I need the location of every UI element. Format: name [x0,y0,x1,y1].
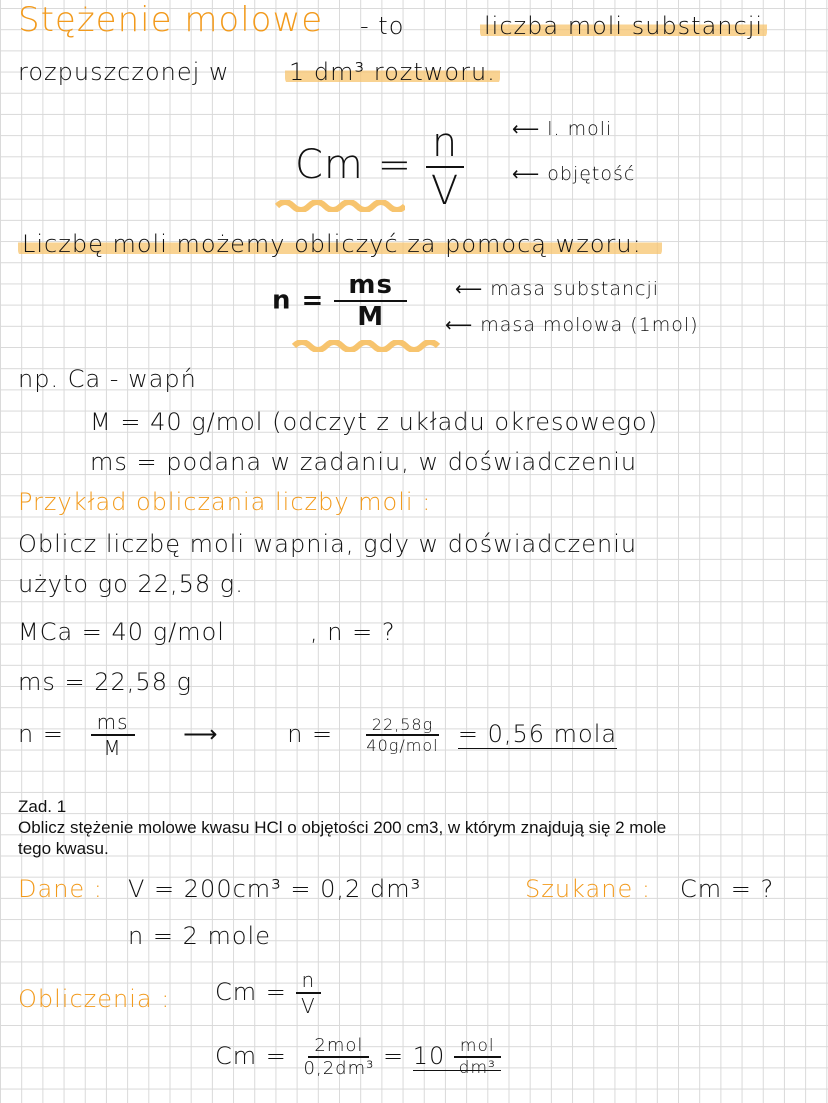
unit-denominator: dm³ [458,1058,496,1078]
formula-denominator: M [103,736,122,760]
result-value: 10 [412,1042,446,1070]
wavy-underline [292,340,442,352]
task-label: Zad. 1 [18,797,67,816]
example-line-3: ms = podana w zadaniu, w doświadczeniu [90,448,638,476]
definition-title: Stężenie molowe [18,0,324,40]
formula-lhs: n = [287,720,334,748]
calc-example-line-2: użyto go 22,58 g. [18,570,244,598]
example-line-1: np. Ca - wapń [18,365,197,393]
formula-numerator: n [426,120,464,168]
sought-label: Szukane : [525,875,651,903]
example-line-2: M = 40 g/mol (odczyt z układu okresowego) [90,408,659,436]
calc-example-result: = 0,56 mola [457,720,618,748]
annotation-moles: ⟵ l. moli [512,118,613,140]
calc-example-formula [18,710,617,760]
sought-value: Cm = ? [680,875,775,903]
formula-numerator: ms [334,270,407,302]
formula-moles [272,270,407,332]
formula-denominator: 0,2dm³ [303,1058,375,1079]
definition-highlight-2: 1 dm³ roztworu. [285,58,500,86]
calculations-result [215,1035,501,1079]
moles-intro: Liczbę moli możemy obliczyć za pomocą wzoru: [18,230,662,258]
given-volume: V = 200cm³ = 0,2 dm³ [128,875,422,903]
formula-lhs: Cm = [215,1042,287,1070]
formula-denominator: V [430,168,460,214]
task-text-1: Oblicz stężenie molowe kwasu HCl o objętości 200 cm3, w którym znajdują się 2 mole [18,818,667,837]
formula-denominator: 40g/mol [366,736,439,755]
annotation-volume: ⟵ objętość [512,163,636,185]
definition-dash: - to [360,12,405,40]
unit-numerator: mol [454,1036,501,1058]
calculations-formula [215,968,321,1018]
annotation-mass: ⟵ masa substancji [455,278,660,300]
arrow-icon: ⟶ [183,720,219,748]
given-label: Dane : [18,875,103,903]
definition-line-2: rozpuszczonej w [18,58,230,86]
wavy-underline [275,200,405,212]
formula-lhs: n = [18,720,64,748]
definition-highlight-1: liczba moli substancji [480,12,767,40]
formula-numerator: 2mol [308,1035,369,1058]
calc-example-mass: ms = 22,58 g [18,668,192,696]
equals-sign: = [382,1042,405,1070]
calc-example-molar-mass: MCa = 40 g/mol [18,618,225,646]
given-moles: n = 2 mole [128,922,271,950]
formula-lhs: n = [272,285,325,316]
calc-example-unknown: , n = ? [310,618,396,646]
calc-example-line-1: Oblicz liczbę moli wapnia, gdy w doświadczeniu [18,530,638,558]
formula-numerator: n [296,968,322,994]
formula-denominator: M [357,302,385,332]
formula-lhs: Cm = [295,142,413,188]
annotation-molar-mass: ⟵ masa molowa (1mol) [445,314,699,336]
formula-numerator: 22,58g [366,715,439,736]
formula-denominator: V [301,994,316,1018]
calculations-label: Obliczenia : [18,985,171,1013]
formula-numerator: ms [91,710,135,736]
calc-example-title: Przykład obliczania liczby moli : [18,488,432,516]
formula-lhs: Cm = [215,978,287,1006]
task-text-2: tego kwasu. [18,839,109,858]
